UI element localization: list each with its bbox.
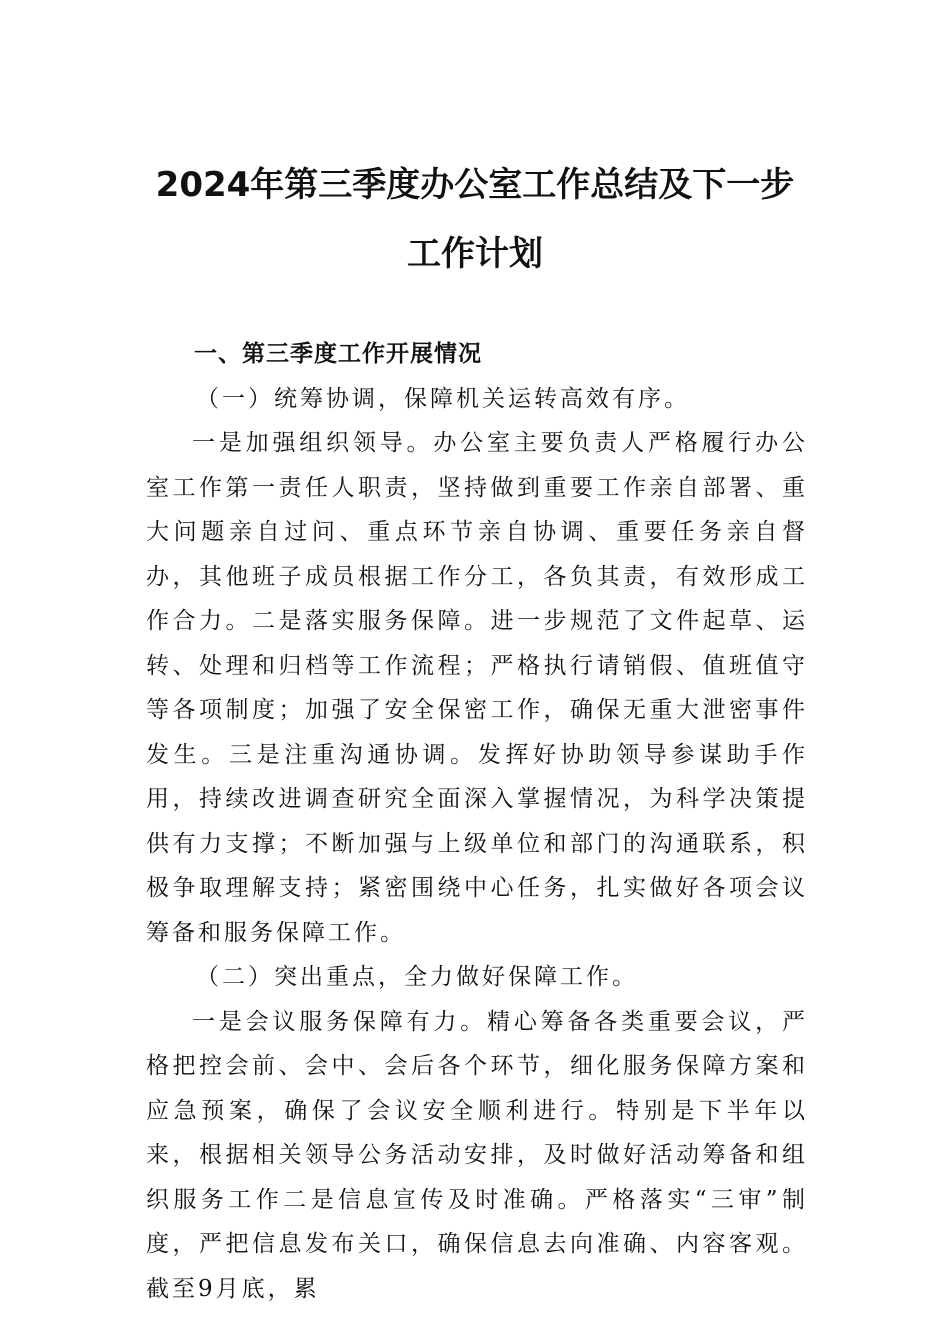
section-heading-1: 一、第三季度工作开展情况: [194, 341, 482, 367]
subsection-heading-1: （一）统筹协调，保障机关运转高效有序。: [196, 385, 690, 412]
paragraph-2: 一是会议服务保障有力。精心筹备各类重要会议，严格把控会前、会中、会后各个环节，细化服务保障方案和应急预案，确保了会议安全顺利进行。特别是下半年以来，根据相关领导公务活动安排，及时做好活动筹备和组织服务工作二是信息宣传及时准确。严格落实“三审”制度，严把信息发布关口，确保信息去向准确、内容客观。截至9月底，累: [146, 1008, 808, 1302]
paragraph-1: 一是加强组织领导。办公室主要负责人严格履行办公室工作第一责任人职责，坚持做到重要工作亲自部署、重大问题亲自过问、重点环节亲自协调、重要任务亲自督办，其他班子成员根据工作分工，各负其责，有效形成工作合力。二是落实服务保障。进一步规范了文件起草、运转、处理和归档等工作流程；严格执行请销假、值班值守等各项制度；加强了安全保密工作，确保无重大泄密事件发生。三是注重沟通协调。发挥好协助领导参谋助手作用，持续改进调查研究全面深入掌握情况，为科学决策提供有力支撑；不断加强与上级单位和部门的沟通联系，积极争取理解支持；紧密围绕中心任务，扎实做好各项会议筹备和服务保障工作。: [146, 430, 808, 946]
subsection-heading-2: （二）突出重点，全力做好保障工作。: [196, 964, 638, 990]
document-title-line-1: 2024年第三季度办公室工作总结及下一步: [155, 165, 795, 205]
document-title-line-2: 工作计划: [407, 234, 543, 274]
document-body: [146, 332, 808, 1311]
